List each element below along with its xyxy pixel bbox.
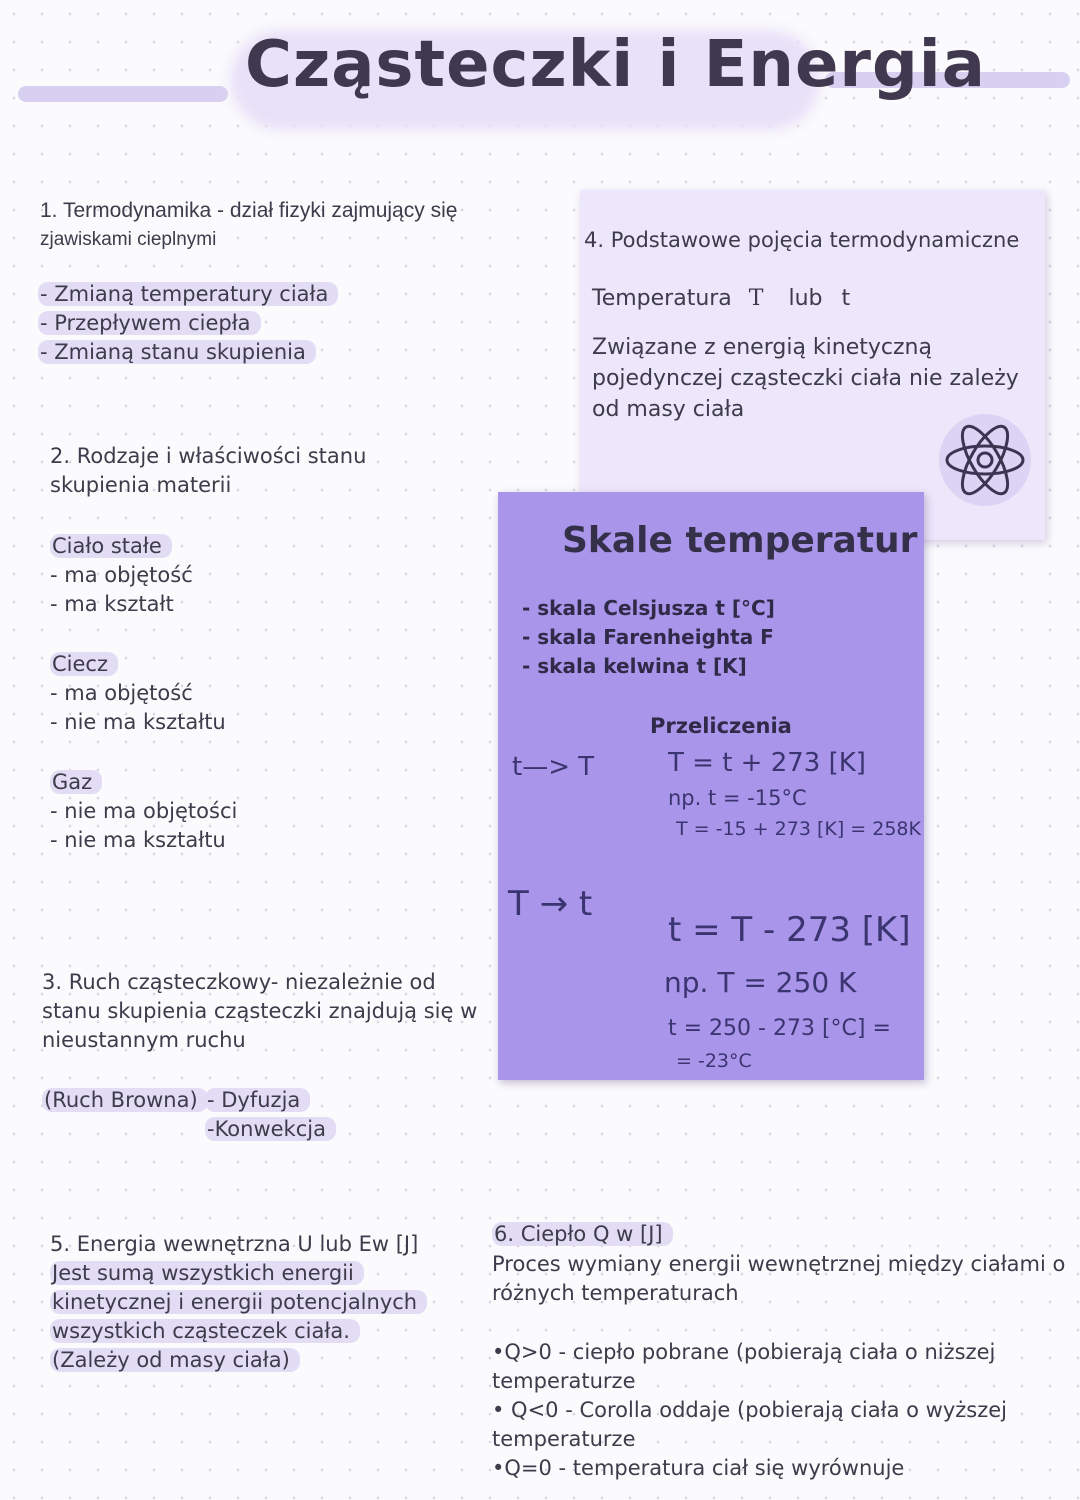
section-6-definition [492,1250,1065,1308]
section-3-line: nieustannym ruchu [42,1028,246,1052]
heat-case-negative-cont: temperaturze [492,1427,636,1451]
state-prop: - nie ma kształtu [50,710,226,734]
motion-type: -Konwekcja [205,1117,336,1141]
section-1-heading-line-2: zjawiskami cieplnymi [40,229,217,250]
atom-icon [935,410,1035,510]
state-prop: - ma objętość [50,681,193,705]
example-2-given: np. T = 250 K [664,966,857,999]
section-3-line: 3. Ruch cząsteczkowy- niezależnie od [42,970,436,994]
description-line: Związane z energią kinetyczną [592,335,932,360]
formula-T: T = t + 273 [K] [668,748,866,778]
arrow-t-to-T: t—> T [512,752,595,782]
section-3-text [42,968,477,1055]
section-6-heading [492,1220,673,1249]
scale-item: - skala Farenheighta F [522,625,774,649]
definition-line: różnych temperaturach [492,1281,739,1305]
heat-case-positive: •Q>0 - ciepło pobrane (pobierają ciała o niższej [492,1340,996,1364]
section-5-line: wszystkich cząsteczek ciała. [50,1319,360,1343]
motion-types [205,1086,336,1144]
state-prop: - ma objętość [50,563,193,587]
temperature-line [592,284,850,313]
section-1-list [38,280,338,367]
state-prop: - nie ma kształtu [50,828,226,852]
state-name: Ciało stałe [50,534,172,558]
section-5-heading: 5. Energia wewnętrzna U lub Ew [J] [50,1232,419,1256]
gas-state [50,768,237,855]
state-name: Ciecz [50,652,118,676]
section-2-heading-line-2: skupienia materii [50,473,232,497]
temperature-or: lub [788,286,823,311]
description-line: od masy ciała [592,397,745,422]
temperature-symbol-t: t [841,286,851,311]
title-underline-left [18,86,228,102]
heat-case-positive-cont: temperaturze [492,1369,636,1393]
liquid-state [50,650,226,737]
section-1-heading-line-1: 1. Termodynamika - dział fizyki zajmujący się [40,199,458,222]
section-5-line: (Zależy od masy ciała) [50,1348,300,1372]
temperature-symbol-T: T [748,286,764,311]
section-5-line: Jest sumą wszystkich energii [50,1261,364,1285]
scale-item: - skala Celsjusza t [°C] [522,596,775,620]
heat-case-negative: • Q<0 - Corolla oddaje (pobierają ciała o wyższej [492,1398,1007,1422]
heat-case-zero: •Q=0 - temperatura ciał się wyrównuje [492,1456,905,1480]
conversions-title: Przeliczenia [650,714,792,738]
scales-list [522,594,775,681]
arrow-T-to-t: T → t [508,884,593,924]
state-prop: - ma kształt [50,592,174,616]
section-2-heading-line-1: 2. Rodzaje i właściwości stanu [50,444,367,468]
section-4-heading: 4. Podstawowe pojęcia termodynamiczne [584,228,1020,252]
section-1-heading [40,196,457,254]
solid-state [50,532,193,619]
section-5-line: kinetycznej i energii potencjalnych [50,1290,427,1314]
list-item: - Zmianą temperatury ciała [38,282,338,306]
example-1-given: np. t = -15°C [668,786,807,810]
example-2-result: = -23°C [676,1050,752,1072]
motion-type: - Dyfuzja [205,1088,310,1112]
scale-item: - skala kelwina t [K] [522,654,747,678]
section-3-line: stanu skupienia cząsteczki znajdują się w [42,999,478,1023]
definition-line: Proces wymiany energii wewnętrznej między ciałami o [492,1252,1066,1276]
example-1-result: T = -15 + 273 [K] = 258K [676,818,921,840]
list-item: - Zmianą stanu skupienia [38,340,316,364]
scales-title: Skale temperatur [562,520,918,561]
page-title: Cząsteczki i Energia [245,28,986,102]
example-2-calc: t = 250 - 273 [°C] = [668,1016,891,1041]
temperature-label: Temperatura [592,286,732,311]
section-5 [50,1230,427,1375]
heat-heading: 6. Ciepło Q w [J] [492,1222,673,1246]
brownian-motion-label [42,1086,208,1115]
list-item: - Przepływem ciepła [38,311,261,335]
section-2-heading [50,442,366,500]
description-line: pojedynczej cząsteczki ciała nie zależy [592,366,1019,391]
formula-t: t = T - 273 [K] [668,910,911,950]
state-prop: - nie ma objętości [50,799,238,823]
heat-cases [492,1338,1007,1483]
brownian-label: (Ruch Browna) [42,1088,208,1112]
state-name: Gaz [50,770,102,794]
